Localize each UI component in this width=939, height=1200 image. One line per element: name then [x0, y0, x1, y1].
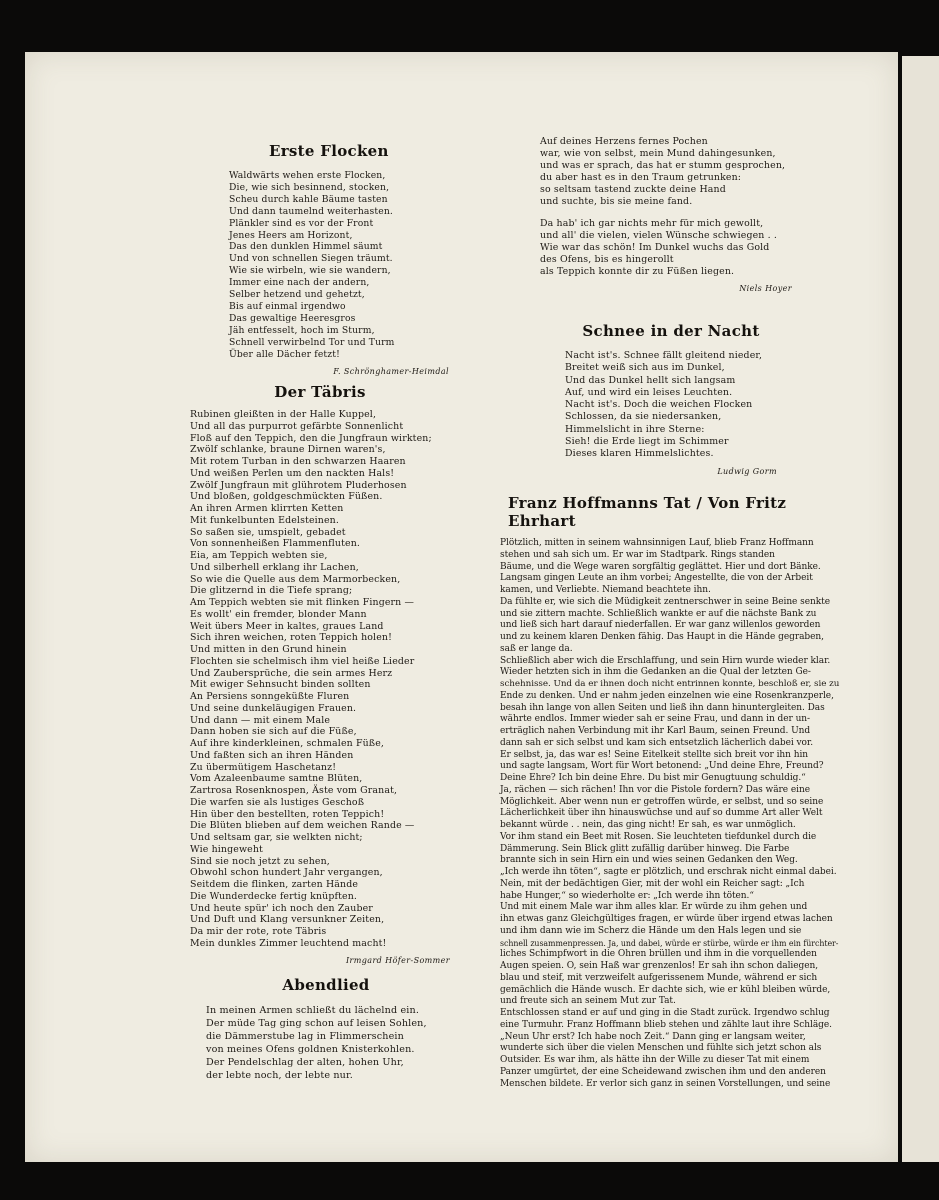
poem-line: Zu übermütigem Haschetanz!	[190, 761, 337, 773]
poem-line: Und faßten sich an ihren Händen	[190, 749, 354, 761]
poem-line: als Teppich konnte dir zu Füßen liegen.	[540, 265, 735, 277]
poem-line: Obwohl schon hundert Jahr vergangen,	[190, 867, 383, 879]
story-line: Entschlossen stand er auf und ging in die Stadt zurück. Irgendwo schlug	[500, 1008, 830, 1018]
poem-lines	[229, 170, 449, 361]
poem-line: Breitet weiß sich aus im Dunkel,	[565, 362, 725, 374]
story-line: Panzer umgürtet, der eine Scheidewand zwischen ihm und den anderen	[500, 1066, 826, 1077]
story-line: Menschen bildete. Er verlor sich ganz in seinen Vorstellungen, und seine	[500, 1078, 831, 1089]
poem-line: Zwölf schlanke, braune Dirnen waren's,	[190, 444, 386, 456]
poem-abendlied-continued	[540, 136, 792, 293]
story-line: Plötzlich, mitten in seinem wahnsinnigen Lauf, blieb Franz Hoffmann	[500, 538, 814, 548]
poem-line: Der müde Tag ging schon auf leisen Sohlen,	[206, 1018, 427, 1029]
poem-line: und was er sprach, das hat er stumm gesprochen,	[540, 160, 786, 172]
poem-line: die Dämmerstube lag in Flimmerschein	[206, 1031, 404, 1042]
poem-line: Nacht ist's. Doch die weichen Flocken	[565, 399, 753, 411]
story-line: Schließlich aber wich die Erschlaffung, und sein Hirn wurde wieder klar.	[500, 655, 831, 666]
poem-line: Dann hoben sie sich auf die Füße,	[190, 726, 357, 738]
poem-title: Erste Flocken	[269, 142, 389, 160]
poem-line: Sieh! die Erde liegt im Schimmer	[565, 436, 729, 448]
poem-line: Die glitzernd in die Tiefe sprang;	[190, 585, 353, 597]
story-line: währte endlos. Immer wieder sah er seine Frau, und dann in der un-	[500, 714, 811, 725]
poem-line: Die, wie sich besinnend, stocken,	[229, 181, 390, 193]
poem-line: Auf ihre kinderkleinen, schmalen Füße,	[190, 738, 385, 749]
poem-author: F. Schrönghamer-Heimdal	[333, 366, 449, 376]
poem-title: Der Täbris	[274, 383, 366, 401]
story-line: und zu keinem klaren Denken fähig. Das Haupt in die Hände gegraben,	[500, 632, 824, 642]
poem-line: Zwölf Jungfraun mit glührotem Pluderhosen	[190, 479, 407, 491]
poem-line: Am Teppich webten sie mit flinken Fingern —	[190, 597, 415, 608]
story-title: Franz Hoffmanns Tat / Von Fritz Ehrhart	[508, 494, 787, 530]
story-line: „Ich werde ihn töten“, sagte er plötzlich, und erschrak nicht einmal dabei.	[500, 867, 837, 877]
poem-line: Himmelslicht in ihre Sterne:	[565, 423, 705, 435]
story-line: und freute sich an seinem Mut zur Tat.	[500, 996, 676, 1007]
poem-line: Auf deines Herzens fernes Pochen	[540, 136, 708, 147]
story-text	[500, 538, 843, 1090]
story-line: gemächlich die Hände wusch. Er dachte sich, wie er kühl bleiben würde,	[500, 984, 831, 995]
poem-line: Mit rotem Turban in den schwarzen Haaren	[190, 456, 406, 467]
poem-line: In meinen Armen schließt du lächelnd ein.	[206, 1005, 420, 1016]
story-line: wunderte sich über die vielen Menschen und fühlte sich jetzt schon als	[500, 1043, 822, 1054]
poem-line: Eia, am Teppich webten sie,	[190, 550, 328, 561]
story-line: saß er lange da.	[500, 643, 573, 654]
story-line: und sie zittern machte. Schließlich wankte er auf die nächste Bank zu	[500, 608, 817, 619]
poem-line: Da hab' ich gar nichts mehr für mich gewollt,	[540, 217, 764, 229]
poem-line: Sich ihren weichen, roten Teppich holen!	[190, 632, 393, 644]
poem-line: Plänkler sind es vor der Front	[229, 217, 374, 229]
poem-line: Immer eine nach der andern,	[229, 277, 370, 289]
story-line: Langsam gingen Leute an ihm vorbei; Angestellte, die von der Arbeit	[500, 573, 813, 584]
story-line: besah ihn lange von allen Seiten und ließ ihn dann hinuntergleiten. Das	[500, 702, 825, 713]
poem-line: Mit funkelbunten Edelsteinen.	[190, 514, 339, 526]
poem-line: Weit übers Meer in kaltes, graues Land	[190, 620, 384, 632]
poem-line: Rubinen gleißten in der Halle Kuppel,	[190, 409, 377, 420]
poem-line: Und das Dunkel hellt sich langsam	[565, 374, 736, 386]
poem-erste-flocken	[229, 142, 449, 376]
poem-line: Jenes Heers am Horizont,	[229, 229, 353, 241]
poem-line: Und all das purpurrot gefärbte Sonnenlicht	[190, 420, 404, 432]
poem-schnee-in-der-nacht	[565, 322, 777, 476]
poem-line: von meines Ofens goldnen Knisterkohlen.	[206, 1044, 415, 1055]
story-line: Dämmerung. Sein Blick glitt zufällig darüber hinweg. Die Farbe	[500, 843, 790, 854]
poem-line: Wie sie wirbeln, wie sie wandern,	[229, 265, 391, 277]
story-line: „Neun Uhr erst? Ich habe noch Zeit.“ Dann ging er langsam weiter,	[500, 1031, 806, 1042]
poem-line: der lebte noch, der lebte nur.	[206, 1070, 353, 1081]
story-line: Nein, mit der bedächtigen Gier, mit der wohl ein Reicher sagt: „Ich	[500, 878, 805, 889]
poem-line: Da mir der rote, rote Täbris	[190, 926, 327, 937]
poem-line: Von sonnenheißen Flammenfluten.	[190, 538, 361, 550]
poem-line: Nacht ist's. Schnee fällt gleitend nieder,	[565, 350, 763, 361]
poem-line: Und seine dunkeläugigen Frauen.	[190, 702, 357, 714]
poem-line: Die Wunderdecke fertig knüpften.	[190, 890, 358, 902]
poem-line: Wie hingeweht	[190, 843, 263, 855]
poem-title: Abendlied	[282, 976, 370, 994]
poem-line: Das gewaltige Heeresgros	[229, 312, 356, 324]
story-line: schehnisse. Und da er ihnen doch nicht entrinnen konnte, beschloß er, sie zu	[500, 679, 840, 689]
poem-line: An ihren Armen klirrten Ketten	[190, 503, 344, 514]
story-line: eine Turmuhr. Franz Hoffmann blieb stehen und zählte laut ihre Schläge.	[500, 1019, 832, 1030]
story-line: Vor ihm stand ein Beet mit Rosen. Sie leuchteten tiefdunkel durch die	[500, 831, 817, 842]
poem-line: Mit ewiger Sehnsucht binden sollten	[190, 679, 371, 691]
poem-line: Es wollt' ein fremder, blonder Mann	[190, 608, 367, 620]
poem-line: Schnell verwirbelnd Tor und Turm	[229, 336, 395, 348]
story-line: liches Schimpfwort in die Ohren brüllen und ihm in die vorquellenden	[500, 949, 817, 960]
story-line: Wieder hetzten sich in ihm die Gedanken an die Qual der letzten Ge-	[500, 667, 811, 678]
story-line: kamen, und Verliebte. Niemand beachtete ihn.	[500, 585, 711, 595]
poem-stanza	[540, 218, 792, 278]
poem-author: Irmgard Höfer-Sommer	[346, 955, 450, 965]
story-line: und ließ sich hart darauf niederfallen. Er war ganz willenlos geworden	[500, 620, 821, 631]
poem-lines	[190, 409, 450, 950]
poem-line: Selber hetzend und gehetzt,	[229, 289, 365, 301]
story-franz-hoffmanns-tat	[500, 494, 843, 1090]
poem-line: Bis auf einmal irgendwo	[229, 300, 346, 312]
story-line: ihn etwas ganz Gleichgültiges fragen, er würde über irgend etwas lachen	[500, 914, 833, 924]
poem-line: So saßen sie, umspielt, gebadet	[190, 526, 346, 538]
stanza-gap	[540, 209, 792, 218]
poem-line: Und heute spür' ich noch den Zauber	[190, 902, 373, 914]
poem-line: Scheu durch kahle Bäume tasten	[229, 193, 388, 205]
poem-line: war, wie von selbst, mein Mund dahingesunken,	[540, 148, 776, 160]
poem-line: Schlossen, da sie niedersanken,	[565, 411, 722, 423]
story-line: Ja, rächen — sich rächen! Ihn vor die Pistole fordern? Das wäre eine	[500, 784, 810, 795]
story-line: Ende zu denken. Und er nahm jeden einzelnen wie eine Rosenkranzperle,	[500, 690, 834, 701]
story-line: und sagte langsam, Wort für Wort betonend: „Und deine Ehre, Freund?	[500, 761, 824, 772]
poem-line: An Persiens sonngeküßte Fluren	[190, 691, 350, 702]
poem-lines	[206, 1004, 446, 1082]
poem-line: Floß auf den Teppich, den die Jungfraun wirkten;	[190, 432, 432, 444]
story-line: brannte sich in sein Hirn ein und wies seinen Gedanken den Weg.	[500, 855, 798, 866]
story-line: blau und steif, mit verzweifelt aufgerissenem Munde, während er sich	[500, 972, 818, 983]
poem-line: Wie war das schön! Im Dunkel wuchs das Gold	[540, 241, 770, 253]
story-line: habe Hunger,“ so wiederholte er: „Ich werde ihn töten.“	[500, 890, 754, 901]
poem-line: Die Blüten blieben auf dem weichen Rande —	[190, 820, 415, 832]
story-line: Deine Ehre? Ich bin deine Ehre. Du bist mir Genugtuung schuldig.“	[500, 773, 806, 783]
story-line: Outsider. Es war ihm, als hätte ihn der Wille zu dieser Tat mit einem	[500, 1055, 810, 1065]
story-line: Bäume, und die Wege waren sorgfältig geglättet. Hier und dort Bänke.	[500, 561, 821, 572]
poem-author: Niels Hoyer	[739, 284, 792, 294]
poem-line: Zartrosa Rosenknospen, Äste vom Granat,	[190, 785, 398, 796]
poem-line: und all' die vielen, vielen Wünsche schwiegen . .	[540, 229, 778, 241]
poem-line: Und seltsam gar, sie welkten nicht;	[190, 832, 363, 843]
poem-line: so seltsam tastend zuckte deine Hand	[540, 184, 726, 196]
story-line: Er selbst, ja, das war es! Seine Eitelkeit stellte sich breit vor ihn hin	[500, 749, 809, 760]
poem-author: Ludwig Gorm	[717, 466, 777, 476]
poem-der-taebris	[190, 383, 450, 965]
poem-line: Vom Azaleenbaume samtne Blüten,	[190, 773, 363, 785]
poem-lines	[565, 350, 777, 461]
story-line: dann sah er sich selbst und kam sich entsetzlich lächerlich dabei vor.	[500, 737, 814, 748]
poem-line: Und Duft und Klang versunkner Zeiten,	[190, 914, 385, 926]
poem-line: des Ofens, bis es hingerollt	[540, 253, 674, 265]
poem-line: und suchte, bis sie meine fand.	[540, 196, 693, 208]
poem-line: Waldwärts wehen erste Flocken,	[229, 170, 386, 181]
poem-line: Und dann — mit einem Male	[190, 714, 331, 726]
poem-line: Und mitten in den Grund hinein	[190, 644, 347, 655]
poem-stanza	[540, 136, 792, 209]
story-line: stehen und sah sich um. Er war im Stadtpark. Rings standen	[500, 549, 775, 560]
story-line: Da fühlte er, wie sich die Müdigkeit zentnerschwer in seine Beine senkte	[500, 596, 830, 607]
story-line: bekannt würde . . nein, das ging nicht! Er sah, es war unmöglich.	[500, 820, 796, 830]
poem-line: Seitdem die flinken, zarten Hände	[190, 879, 359, 890]
poem-line: Dieses klaren Himmelslichtes.	[565, 448, 714, 460]
poem-abendlied	[206, 976, 446, 1082]
poem-line: Und dann taumelnd weiterhasten.	[229, 205, 393, 217]
poem-title: Schnee in der Nacht	[582, 322, 760, 340]
poem-line: Und weißen Perlen um den nackten Hals!	[190, 467, 395, 479]
story-line: Lächerlichkeit über ihn hinauswüchse und auf so dumme Art aller Welt	[500, 808, 823, 819]
poem-line: Mein dunkles Zimmer leuchtend macht!	[190, 937, 387, 949]
poem-line: Und von schnellen Siegen träumt.	[229, 253, 393, 265]
poem-line: Und Zaubersprüche, die sein armes Herz	[190, 667, 393, 679]
story-line: Augen speien. O, sein Haß war grenzenlos! Er sah ihn schon daliegen,	[500, 961, 819, 971]
poem-line: Flochten sie schelmisch ihm viel heiße Lieder	[190, 655, 415, 667]
poem-line: Jäh entfesselt, hoch im Sturm,	[229, 324, 375, 336]
poem-line: Hin über den bestellten, roten Teppich!	[190, 808, 385, 820]
poem-line: Der Pendelschlag der alten, hohen Uhr,	[206, 1057, 404, 1068]
story-line: schnell zusammenpressen. Ja, und dabei, würde er stürbe, würde er ihm ein fürchter-	[500, 938, 839, 948]
poem-line: Und silberhell erklang ihr Lachen,	[190, 561, 359, 573]
story-line: und ihm dann wie im Scherz die Hände um den Hals legen und sie	[500, 925, 802, 936]
poem-line: du aber hast es in den Traum getrunken:	[540, 172, 742, 184]
poem-line: Und bloßen, goldgeschmückten Füßen.	[190, 491, 383, 503]
poem-line: Sind sie noch jetzt zu sehen,	[190, 855, 330, 867]
poem-line: Die warfen sie als lustiges Geschoß	[190, 796, 365, 808]
story-line: Und mit einem Male war ihm alles klar. Er würde zu ihm gehen und	[500, 902, 808, 913]
poem-line: Das den dunklen Himmel säumt	[229, 241, 383, 253]
poem-line: Über alle Dächer fetzt!	[229, 348, 340, 360]
story-line: erträglich nahen Verbindung mit ihr Karl Baum, seinen Freund. Und	[500, 726, 811, 736]
story-line: Möglichkeit. Aber wenn nun er getroffen würde, er selbst, und so seine	[500, 796, 824, 807]
next-page-edge	[902, 56, 939, 1162]
poem-line: Auf, und wird ein leises Leuchten.	[565, 386, 733, 398]
poem-line: So wie die Quelle aus dem Marmorbecken,	[190, 573, 401, 585]
